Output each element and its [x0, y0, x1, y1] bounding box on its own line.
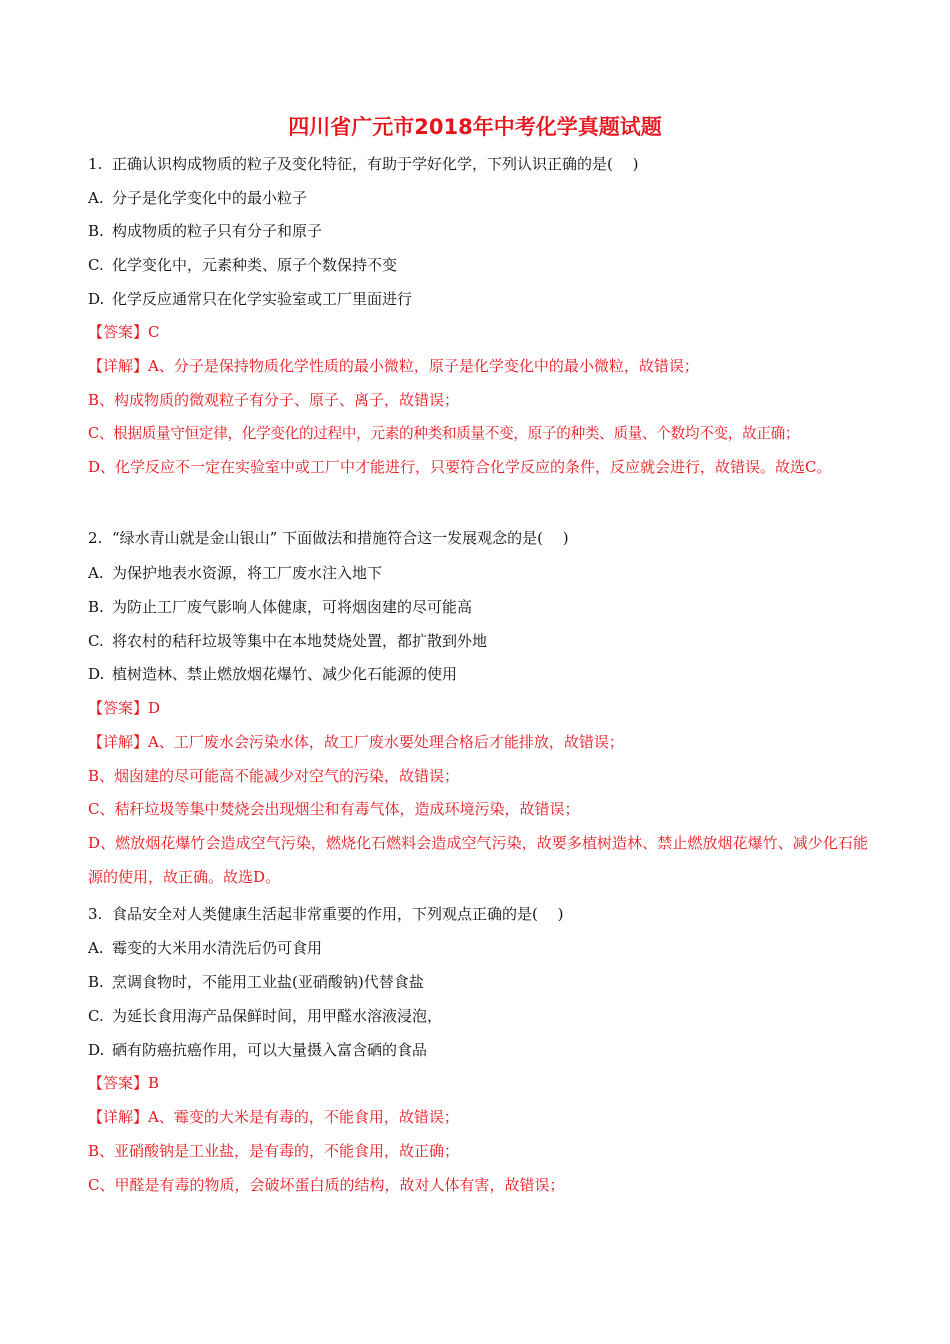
- question-1-option-b: [88, 220, 868, 242]
- question-3-explain-c: C、甲醛是有毒的物质，会破坏蛋白质的结构，故对人体有害，故错误；: [88, 1176, 565, 1194]
- option-text: 将农村的秸秆垃圾等集中在本地焚烧处置，都扩散到外地: [112, 632, 488, 650]
- question-2-explain-c: C、秸秆垃圾等集中焚烧会出现烟尘和有毒气体，造成环境污染，故错误；: [88, 800, 580, 818]
- question-number: 1.: [88, 155, 103, 173]
- option-letter: A.: [88, 939, 104, 957]
- option-letter: B.: [88, 973, 104, 991]
- question-1-explain-b: B、构成物质的微观粒子有分子、原子、离子，故错误；: [88, 391, 460, 409]
- option-letter: D.: [88, 1041, 105, 1059]
- option-letter: A.: [88, 564, 104, 582]
- question-2-explain-d: D、燃放烟花爆竹会造成空气污染，燃烧化石燃料会造成空气污染，故要多植树造林、禁止燃放烟花爆竹、减少化石能源的使用，故正确。故选D。: [88, 834, 868, 886]
- question-1-explain-a: 【详解】A、分子是保持物质化学性质的最小微粒，原子是化学变化中的最小微粒，故错误；: [88, 357, 699, 375]
- option-letter: C.: [88, 1007, 104, 1025]
- option-text: 霉变的大米用水清洗后仍可食用: [112, 939, 323, 957]
- question-1-option-d: [88, 288, 868, 310]
- option-text: 烹调食物时，不能用工业盐(亚硝酸钠)代替食盐: [112, 973, 424, 991]
- option-text: 化学变化中，元素种类、原子个数保持不变: [112, 256, 398, 274]
- option-text: 硒有防癌抗癌作用，可以大量摄入富含硒的食品: [112, 1041, 428, 1059]
- question-1-option-a: [88, 187, 868, 209]
- question-2-stem: [88, 527, 868, 549]
- option-text: 化学反应通常只在化学实验室或工厂里面进行: [112, 290, 413, 308]
- question-number: 2.: [88, 529, 103, 547]
- question-1-explain-d: D、化学反应不一定在实验室中或工厂中才能进行，只要符合化学反应的条件，反应就会进行，故错误。故选C。: [88, 458, 832, 476]
- question-2-explain-a: 【详解】A、工厂废水会污染水体，故工厂废水要处理合格后才能排放，故错误；: [88, 733, 624, 751]
- question-3-stem: [88, 903, 868, 925]
- question-2-option-b: [88, 596, 868, 618]
- question-1-explain-c: C、根据质量守恒定律，化学变化的过程中，元素的种类和质量不变，原子的种类、质量、个数均不变，故正确；: [88, 425, 800, 442]
- question-2-option-a: [88, 562, 868, 584]
- question-1-option-c: [88, 254, 868, 276]
- option-letter: B.: [88, 598, 104, 616]
- option-text: 为延长食用海产品保鲜时间，用甲醛水溶液浸泡，: [112, 1007, 443, 1025]
- document-title: 四川省广元市2018年中考化学真题试题: [288, 115, 662, 139]
- question-1-answer: 【答案】C: [88, 323, 160, 341]
- question-3-explain-a: 【详解】A、霉变的大米是有毒的，不能食用，故错误；: [88, 1108, 459, 1126]
- option-letter: B.: [88, 222, 104, 240]
- option-text: 为保护地表水资源，将工厂废水注入地下: [112, 564, 383, 582]
- option-text: 为防止工厂废气影响人体健康，可将烟囱建的尽可能高: [112, 598, 473, 616]
- question-text: 正确认识构成物质的粒子及变化特征，有助于学好化学，下列认识正确的是( ): [112, 155, 639, 173]
- option-letter: D.: [88, 290, 105, 308]
- question-1-stem: [88, 153, 868, 175]
- option-text: 植树造林、禁止燃放烟花爆竹、减少化石能源的使用: [112, 665, 458, 683]
- question-2-option-c: [88, 630, 868, 652]
- question-3-option-c: [88, 1005, 868, 1027]
- option-text: 分子是化学变化中的最小粒子: [112, 189, 308, 207]
- question-text: 食品安全对人类健康生活起非常重要的作用，下列观点正确的是( ): [112, 905, 564, 923]
- option-letter: C.: [88, 632, 104, 650]
- option-letter: A.: [88, 189, 104, 207]
- question-3-answer: 【答案】B: [88, 1074, 160, 1092]
- question-2-option-d: [88, 663, 868, 685]
- question-3-option-d: [88, 1039, 868, 1061]
- option-letter: D.: [88, 665, 105, 683]
- question-3-option-b: [88, 971, 868, 993]
- question-2-answer: 【答案】D: [88, 699, 161, 717]
- question-number: 3.: [88, 905, 103, 923]
- option-text: 构成物质的粒子只有分子和原子: [112, 222, 323, 240]
- question-3-explain-b: B、亚硝酸钠是工业盐，是有毒的，不能食用，故正确；: [88, 1142, 460, 1160]
- question-text: “绿水青山就是金山银山” 下面做法和措施符合这一发展观念的是( ): [112, 529, 569, 547]
- question-3-option-a: [88, 937, 868, 959]
- question-2-explain-b: B、烟囱建的尽可能高不能减少对空气的污染，故错误；: [88, 767, 460, 785]
- option-letter: C.: [88, 256, 104, 274]
